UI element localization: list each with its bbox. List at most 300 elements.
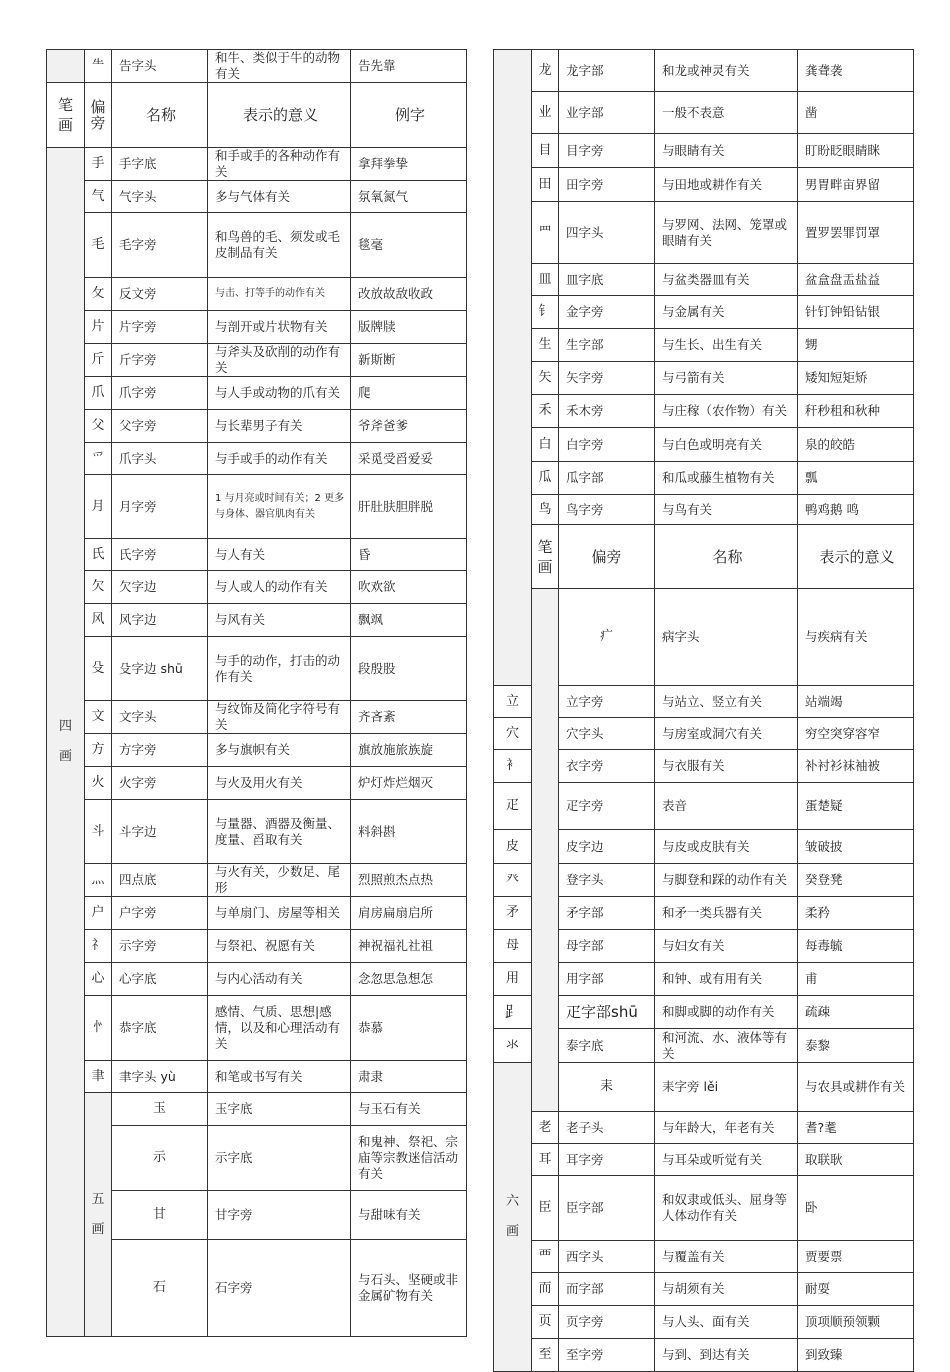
meaning-cell: 与纹饰及简化字符号有关 <box>208 701 351 734</box>
radical-name-cell: 页字旁 <box>559 1306 655 1339</box>
radical-name-cell: 火字旁 <box>112 767 208 800</box>
radical-cell: 用 <box>494 963 532 996</box>
radical-cell: 覀 <box>532 1241 559 1273</box>
radical-cell: 疋 <box>494 783 532 830</box>
radical-name-cell: 反文旁 <box>112 278 208 311</box>
stroke-count-cell: 六 画 <box>494 1063 532 1372</box>
meaning-cell: 与到、到达有关 <box>655 1339 798 1372</box>
table-row <box>494 462 914 495</box>
header-meaning: 表示的意义 <box>798 525 914 589</box>
table-row <box>494 264 914 296</box>
radical-name-cell: 四字头 <box>559 202 655 264</box>
radical-cell: 罒 <box>532 202 559 264</box>
radical-cell: 甘 <box>112 1191 208 1240</box>
table-row <box>494 1112 914 1144</box>
example-chars-cell: 泉的皎皓 <box>798 428 914 462</box>
example-chars-cell: 龚聋袭 <box>798 50 914 92</box>
table-row <box>494 1241 914 1273</box>
radical-name-cell: 氏字旁 <box>112 539 208 571</box>
table-body <box>47 50 467 1337</box>
table-row <box>47 213 467 278</box>
radical-name-cell: 风字边 <box>112 604 208 637</box>
radical-cell: 欠 <box>85 571 112 604</box>
example-chars-cell: 爬 <box>351 377 467 410</box>
meaning-cell: 和钟、或有用有关 <box>655 963 798 996</box>
example-chars-cell: 置罗罢罪罚罩 <box>798 202 914 264</box>
radical-name-cell: 矛字部 <box>559 897 655 930</box>
radical-cell: 文 <box>85 701 112 734</box>
meaning-cell: 与庄稼（农作物）有关 <box>655 395 798 428</box>
example-chars-cell: 鸭鸡鹅 鸣 <box>798 495 914 525</box>
radical-name-cell: 斤字旁 <box>112 344 208 377</box>
table-row <box>47 410 467 443</box>
radical-cell: 立 <box>494 686 532 718</box>
meaning-cell: 与站立、竖立有关 <box>655 686 798 718</box>
meaning-cell: 和鸟兽的毛、须发或毛皮制品有关 <box>208 213 351 278</box>
meaning-cell: 与盆类器皿有关 <box>655 264 798 296</box>
meaning-cell: 表音 <box>655 783 798 830</box>
example-chars-cell: 卧 <box>798 1176 914 1241</box>
meaning-cell: 与白色或明亮有关 <box>655 428 798 462</box>
table-header-row <box>494 525 914 589</box>
header-radical: 偏旁 <box>85 83 112 148</box>
radical-cell: 户 <box>85 897 112 930</box>
table-row <box>494 428 914 462</box>
table-row <box>47 1061 467 1093</box>
radical-cell: 目 <box>532 134 559 168</box>
table-row <box>494 92 914 134</box>
example-chars-cell: 念忽思急想怎 <box>351 963 467 996</box>
meaning-cell: 与田地或耕作有关 <box>655 168 798 202</box>
example-chars-cell: 料斜斟 <box>351 800 467 864</box>
meaning-cell: 与内心活动有关 <box>208 963 351 996</box>
radical-name-cell: 疋字旁 <box>559 783 655 830</box>
radical-name-cell: 病字头 <box>655 589 798 686</box>
radical-cell: 老 <box>532 1112 559 1144</box>
radical-cell: 心 <box>85 963 112 996</box>
example-chars-cell: 爷斧爸爹 <box>351 410 467 443</box>
meaning-cell: 与手或手的动作有关 <box>208 443 351 475</box>
meaning-cell: 与人手或动物的爪有关 <box>208 377 351 410</box>
table-row <box>47 1093 467 1126</box>
radical-name-cell: 而字部 <box>559 1273 655 1306</box>
example-chars-cell: 耐耍 <box>798 1273 914 1306</box>
radical-name-cell: 耒字旁 lěi <box>655 1063 798 1112</box>
radical-name-cell: 气字头 <box>112 181 208 213</box>
radical-name-cell: 耳字旁 <box>559 1144 655 1176</box>
example-chars-cell: 氛氧氮气 <box>351 181 467 213</box>
meaning-cell: 和脚或脚的动作有关 <box>655 996 798 1029</box>
meaning-cell: 与年龄大，年老有关 <box>655 1112 798 1144</box>
radical-name-cell: 老子头 <box>559 1112 655 1144</box>
meaning-cell: 和龙或神灵有关 <box>655 50 798 92</box>
table-row <box>494 362 914 395</box>
example-chars-cell: 段殷股 <box>351 637 467 701</box>
table-row <box>47 181 467 213</box>
radical-cell: 鸟 <box>532 495 559 525</box>
table-row <box>494 134 914 168</box>
radical-cell: 石 <box>112 1240 208 1337</box>
meaning-cell: 与击、打等手的动作有关 <box>208 278 351 311</box>
example-chars-cell: 恭慕 <box>351 996 467 1061</box>
radical-cell: 火 <box>85 767 112 800</box>
radical-cell: 手 <box>85 148 112 181</box>
radical-cell: 氏 <box>85 539 112 571</box>
meaning-cell: 与玉石有关 <box>351 1093 467 1126</box>
example-chars-cell: 每毒毓 <box>798 930 914 963</box>
radical-name-cell: 臣字部 <box>559 1176 655 1241</box>
meaning-cell: 与剖开或片状物有关 <box>208 311 351 344</box>
header-stroke-count: 笔 画 <box>47 83 85 148</box>
example-chars-cell: 甥 <box>798 329 914 362</box>
radical-name-cell: 西字头 <box>559 1241 655 1273</box>
radical-name-cell: 甘字旁 <box>208 1191 351 1240</box>
radical-name-cell: 户字旁 <box>112 897 208 930</box>
meaning-cell: 与生长、出生有关 <box>655 329 798 362</box>
radical-name-cell: 业字部 <box>559 92 655 134</box>
table-row <box>47 996 467 1061</box>
stroke-count-cell: 五 画 <box>85 1093 112 1337</box>
radical-cell: 斗 <box>85 800 112 864</box>
radical-cell: 龙 <box>532 50 559 92</box>
radical-cell: 皮 <box>494 830 532 864</box>
example-chars-cell: 改放故敌收政 <box>351 278 467 311</box>
meaning-cell: 与单扇门、房屋等相关 <box>208 897 351 930</box>
table-row <box>494 1339 914 1372</box>
radical-cell: 斤 <box>85 344 112 377</box>
radical-cell: 示 <box>112 1126 208 1191</box>
radical-name-cell: 示字底 <box>208 1126 351 1191</box>
radical-cell: 礻 <box>85 930 112 963</box>
radical-cell: 衤 <box>494 750 532 783</box>
radical-cell: 至 <box>532 1339 559 1372</box>
meaning-cell: 和手或手的各种动作有关 <box>208 148 351 181</box>
header-radical: 偏旁 <box>559 525 655 589</box>
radical-cell: 白 <box>532 428 559 462</box>
radical-cell: 月 <box>85 475 112 539</box>
example-chars-cell: 瓢 <box>798 462 914 495</box>
meaning-cell: 与祭祀、祝愿有关 <box>208 930 351 963</box>
meaning-cell: 1 与月亮或时间有关；2 更多与身体、器官肌肉有关 <box>208 475 351 539</box>
meaning-cell: 与斧头及砍削的动作有关 <box>208 344 351 377</box>
table-row <box>494 1176 914 1241</box>
table-row <box>47 50 467 83</box>
radical-cell: 母 <box>494 930 532 963</box>
meaning-cell: 多与旗帜有关 <box>208 734 351 767</box>
radical-name-cell: 父字旁 <box>112 410 208 443</box>
header-name: 名称 <box>112 83 208 148</box>
radical-name-cell: 禾木旁 <box>559 395 655 428</box>
meaning-cell: 与风有关 <box>208 604 351 637</box>
meaning-cell: 与罗网、法网、笼罩或眼睛有关 <box>655 202 798 264</box>
radical-name-cell: 龙字部 <box>559 50 655 92</box>
meaning-cell: 与眼睛有关 <box>655 134 798 168</box>
meaning-cell: 与农具或耕作有关 <box>798 1063 914 1112</box>
example-chars-cell: 吹欢欲 <box>351 571 467 604</box>
table-row <box>494 495 914 525</box>
radical-cell: 而 <box>532 1273 559 1306</box>
radical-cell: 玉 <box>112 1093 208 1126</box>
meaning-cell: 感情、气质、思想|感情，以及和心理活动有关 <box>208 996 351 1061</box>
radical-cell: 父 <box>85 410 112 443</box>
example-chars-cell: 烈照煎杰点热 <box>351 864 467 897</box>
radical-name-cell: 殳字边 shū <box>112 637 208 701</box>
example-chars-cell: 拿拜拳挚 <box>351 148 467 181</box>
radical-name-cell: 矢字旁 <box>559 362 655 395</box>
meaning-cell: 与人头、面有关 <box>655 1306 798 1339</box>
table-row <box>494 395 914 428</box>
meaning-cell: 和矛一类兵器有关 <box>655 897 798 930</box>
header-meaning: 表示的意义 <box>208 83 351 148</box>
example-chars-cell: 采觅受舀爱妥 <box>351 443 467 475</box>
table-row <box>494 329 914 362</box>
radical-cell: 聿 <box>85 1061 112 1093</box>
meaning-cell: 与衣服有关 <box>655 750 798 783</box>
radical-cell: 灬 <box>85 864 112 897</box>
meaning-cell: 与房室或洞穴有关 <box>655 718 798 750</box>
example-chars-cell: 凿 <box>798 92 914 134</box>
radical-cell: 田 <box>532 168 559 202</box>
table-row <box>47 604 467 637</box>
meaning-cell: 多与气体有关 <box>208 181 351 213</box>
table-row <box>494 589 914 686</box>
table-row <box>47 701 467 734</box>
table-row <box>47 734 467 767</box>
radical-name-cell: 立字旁 <box>559 686 655 718</box>
example-chars-cell: 顶项顺预领颗 <box>798 1306 914 1339</box>
example-chars-cell: 柔矜 <box>798 897 914 930</box>
table-row <box>47 930 467 963</box>
table-row <box>47 148 467 181</box>
radical-name-cell: 衣字旁 <box>559 750 655 783</box>
table-row <box>47 475 467 539</box>
meaning-cell: 和河流、水、液体等有关 <box>655 1029 798 1063</box>
meaning-cell: 与人或人的动作有关 <box>208 571 351 604</box>
radical-cell: 页 <box>532 1306 559 1339</box>
table-row <box>494 1144 914 1176</box>
radical-name-cell: 皮字边 <box>559 830 655 864</box>
table-row <box>47 963 467 996</box>
radicals-table-left <box>46 49 467 1337</box>
example-chars-cell: 到致臻 <box>798 1339 914 1372</box>
radical-cell: 瓜 <box>532 462 559 495</box>
example-chars-cell: 告先靠 <box>351 50 467 83</box>
table-body <box>494 50 914 1372</box>
table-row <box>47 800 467 864</box>
radical-name-cell: 爪字旁 <box>112 377 208 410</box>
example-chars-cell: 癸登凳 <box>798 864 914 897</box>
radical-cell: 矛 <box>494 897 532 930</box>
radical-cell: 钅 <box>532 296 559 329</box>
radical-cell: 穴 <box>494 718 532 750</box>
example-chars-cell: 秆秒租和秋种 <box>798 395 914 428</box>
radical-name-cell: 石字旁 <box>208 1240 351 1337</box>
radical-cell: 臣 <box>532 1176 559 1241</box>
example-chars-cell: 贾要票 <box>798 1241 914 1273</box>
example-chars-cell: 皱破披 <box>798 830 914 864</box>
radical-cell: 耳 <box>532 1144 559 1176</box>
meaning-cell: 与长辈男子有关 <box>208 410 351 443</box>
table-row <box>47 278 467 311</box>
radical-cell: 生 <box>532 329 559 362</box>
radical-name-cell: 登字头 <box>559 864 655 897</box>
radical-name-cell: 月字旁 <box>112 475 208 539</box>
meaning-cell: 与火有关，少数足、尾形 <box>208 864 351 897</box>
example-chars-cell: 齐吝紊 <box>351 701 467 734</box>
radical-name-cell: 告字头 <box>112 50 208 83</box>
meaning-cell: 与皮或皮肤有关 <box>655 830 798 864</box>
example-chars-cell: 盯盼眨眼睛眯 <box>798 134 914 168</box>
table-row <box>47 539 467 571</box>
radical-cell: 氺 <box>494 1029 532 1063</box>
example-chars-cell: 炉灯炸烂烟灭 <box>351 767 467 800</box>
radical-name-cell: 用字部 <box>559 963 655 996</box>
header-examples: 例字 <box>351 83 467 148</box>
example-chars-cell: 肩房扁扇启所 <box>351 897 467 930</box>
example-chars-cell: 穷空突穿容窄 <box>798 718 914 750</box>
radical-name-cell: 四点底 <box>112 864 208 897</box>
radical-name-cell: 瓜字部 <box>559 462 655 495</box>
example-chars-cell: 肃隶 <box>351 1061 467 1093</box>
example-chars-cell: 毯毫 <box>351 213 467 278</box>
meaning-cell: 和鬼神、祭祀、宗庙等宗教迷信活动有关 <box>351 1126 467 1191</box>
example-chars-cell: 肝肚肤胆胖脱 <box>351 475 467 539</box>
meaning-cell: 与金属有关 <box>655 296 798 329</box>
radical-name-cell: 恭字底 <box>112 996 208 1061</box>
table-row <box>47 637 467 701</box>
radical-name-cell: 疋字部shū <box>559 996 655 1029</box>
meaning-cell: 与脚登和踩的动作有关 <box>655 864 798 897</box>
example-chars-cell: 站端竭 <box>798 686 914 718</box>
radical-cell: 疒 <box>559 589 655 686</box>
radical-cell: 攵 <box>85 278 112 311</box>
example-chars-cell: 耆?耄 <box>798 1112 914 1144</box>
table-row <box>494 1273 914 1306</box>
radical-name-cell: 田字旁 <box>559 168 655 202</box>
table-row <box>47 864 467 897</box>
meaning-cell: 与胡须有关 <box>655 1273 798 1306</box>
radical-cell: 片 <box>85 311 112 344</box>
radical-cell: 耒 <box>559 1063 655 1112</box>
radical-name-cell: 心字底 <box>112 963 208 996</box>
header-name: 名称 <box>655 525 798 589</box>
header-stroke-count: 笔 画 <box>532 525 559 589</box>
stroke-count-cell: 四 画 <box>47 148 85 1337</box>
stroke-count-cell <box>47 50 85 83</box>
radical-name-cell: 聿字头 yù <box>112 1061 208 1093</box>
table-row <box>494 50 914 92</box>
radical-name-cell: 至字旁 <box>559 1339 655 1372</box>
radical-name-cell: 鸟字旁 <box>559 495 655 525</box>
radical-name-cell: 片字旁 <box>112 311 208 344</box>
meaning-cell: 和奴隶或低头、屈身等人体动作有关 <box>655 1176 798 1241</box>
meaning-cell: 与疾病有关 <box>798 589 914 686</box>
meaning-cell: 与覆盖有关 <box>655 1241 798 1273</box>
radical-name-cell: 目字旁 <box>559 134 655 168</box>
meaning-cell: 与石头、坚硬或非金属矿物有关 <box>351 1240 467 1337</box>
table-row <box>494 168 914 202</box>
stroke-count-cell <box>532 589 559 1112</box>
radical-name-cell: 爪字头 <box>112 443 208 475</box>
radical-cell: ⺧ <box>85 50 112 83</box>
meaning-cell: 一般不表意 <box>655 92 798 134</box>
radical-name-cell: 生字部 <box>559 329 655 362</box>
example-chars-cell: 盆盒盘盂盐益 <box>798 264 914 296</box>
radical-cell: 癶 <box>494 864 532 897</box>
radical-cell: 殳 <box>85 637 112 701</box>
radical-name-cell: 玉字底 <box>208 1093 351 1126</box>
example-chars-cell: 版牌牍 <box>351 311 467 344</box>
meaning-cell: 和瓜或藤生植物有关 <box>655 462 798 495</box>
example-chars-cell: 昏 <box>351 539 467 571</box>
table-row <box>47 443 467 475</box>
table-header-row <box>47 83 467 148</box>
radical-cell: 风 <box>85 604 112 637</box>
meaning-cell: 与甜味有关 <box>351 1191 467 1240</box>
example-chars-cell: 新斯断 <box>351 344 467 377</box>
meaning-cell: 与妇女有关 <box>655 930 798 963</box>
radical-name-cell: 白字旁 <box>559 428 655 462</box>
radical-name-cell: 母字部 <box>559 930 655 963</box>
meaning-cell: 与人有关 <box>208 539 351 571</box>
radical-cell: 气 <box>85 181 112 213</box>
table-row <box>494 202 914 264</box>
table-row <box>47 377 467 410</box>
table-row <box>494 1306 914 1339</box>
example-chars-cell: 神祝福礼社祖 <box>351 930 467 963</box>
example-chars-cell: 男胃畔亩界留 <box>798 168 914 202</box>
meaning-cell: 与手的动作，打击的动作有关 <box>208 637 351 701</box>
example-chars-cell: 矮知短矩矫 <box>798 362 914 395</box>
radical-name-cell: 金字旁 <box>559 296 655 329</box>
stroke-count-cell <box>494 50 532 686</box>
radical-name-cell: 泰字底 <box>559 1029 655 1063</box>
example-chars-cell: 取联耿 <box>798 1144 914 1176</box>
radical-cell: 皿 <box>532 264 559 296</box>
example-chars-cell: 甫 <box>798 963 914 996</box>
table-row <box>47 767 467 800</box>
meaning-cell: 和笔或书写有关 <box>208 1061 351 1093</box>
example-chars-cell: 补衬衫袜袖被 <box>798 750 914 783</box>
radical-cell: 爫 <box>85 443 112 475</box>
meaning-cell: 与量器、酒器及衡量、度量、舀取有关 <box>208 800 351 864</box>
radical-cell: 业 <box>532 92 559 134</box>
radical-name-cell: 文字头 <box>112 701 208 734</box>
radical-name-cell: 毛字旁 <box>112 213 208 278</box>
radical-name-cell: 穴字头 <box>559 718 655 750</box>
table-row <box>494 296 914 329</box>
radicals-table-right <box>493 49 914 1372</box>
radical-name-cell: 皿字底 <box>559 264 655 296</box>
meaning-cell: 和牛、类似于牛的动物有关 <box>208 50 351 83</box>
table-row <box>47 571 467 604</box>
example-chars-cell: 疏疎 <box>798 996 914 1029</box>
meaning-cell: 与弓箭有关 <box>655 362 798 395</box>
radical-cell: 禾 <box>532 395 559 428</box>
example-chars-cell: 蛋楚疑 <box>798 783 914 830</box>
radical-cell: 㣺 <box>85 996 112 1061</box>
table-row <box>47 311 467 344</box>
radical-cell: 爪 <box>85 377 112 410</box>
table-row <box>47 897 467 930</box>
example-chars-cell: 飘飒 <box>351 604 467 637</box>
radical-name-cell: 示字旁 <box>112 930 208 963</box>
meaning-cell: 与火及用火有关 <box>208 767 351 800</box>
example-chars-cell: 泰黎 <box>798 1029 914 1063</box>
radical-cell: 毛 <box>85 213 112 278</box>
radical-cell: 矢 <box>532 362 559 395</box>
radical-cell: 方 <box>85 734 112 767</box>
